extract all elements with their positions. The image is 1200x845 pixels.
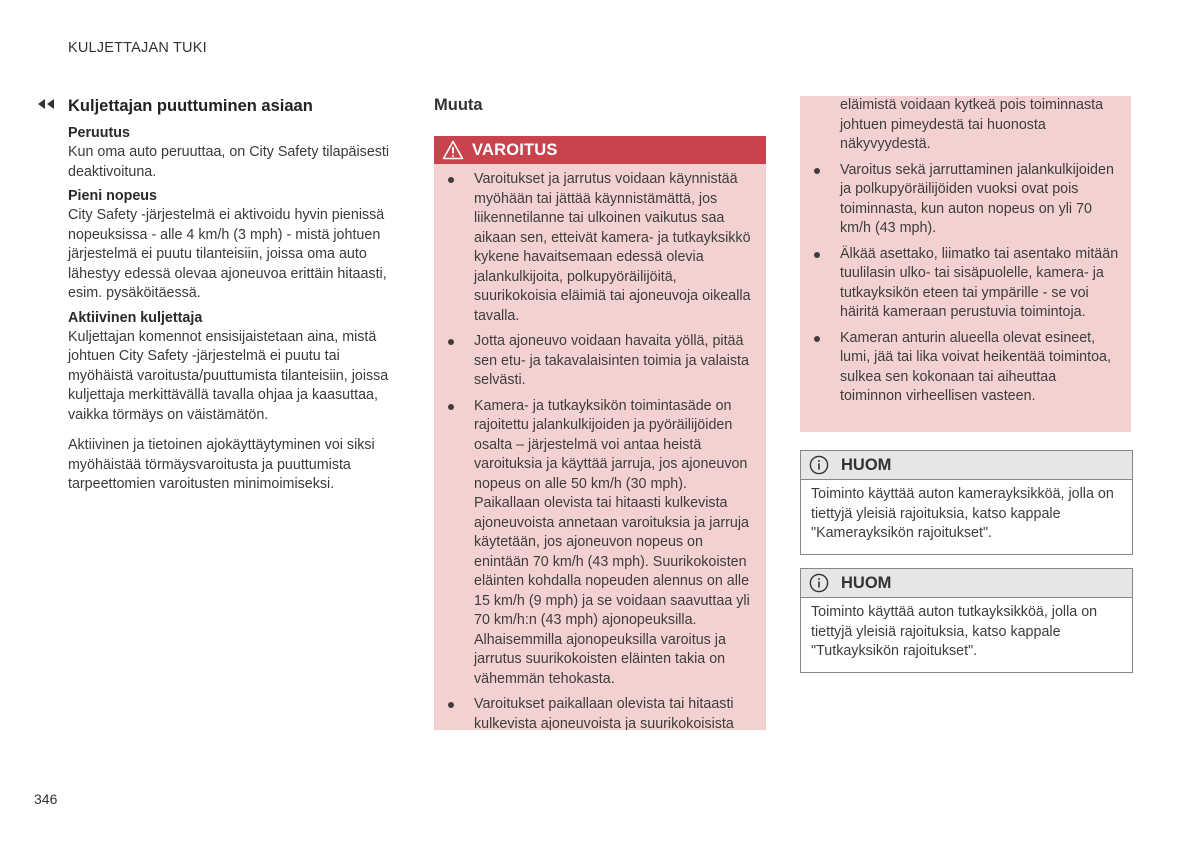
page-number: 346 (34, 791, 58, 807)
left-column (68, 96, 398, 495)
warning-header (434, 136, 766, 164)
note-box-radar (800, 568, 1133, 673)
subheading-pieni-nopeus: Pieni nopeus (68, 188, 157, 204)
paragraph-pieni-nopeus: City Safety -järjestelmä ei aktivoidu hyvin pienissä nopeuksissa - alle 4 km/h (3 mph) - mistä johtuen järjestelmä ei puutu tilanteisiin, joissa oma auto lähestyy edessä olevaa ajoneuvoa erittäin hitaasti, esim. pysäköitäessä. (68, 207, 387, 301)
info-icon (809, 455, 829, 475)
warning-triangle-icon (442, 140, 464, 160)
note-text: Toiminto käyttää auton tutkayksikköä, jolla on tiettyjä yleisiä rajoituksia, katso kappale "Tutkayksikön rajoitukset". (811, 604, 1098, 659)
paragraph-peruutus: Kun oma auto peruuttaa, on City Safety tilapäisesti deaktivoituna. (68, 144, 390, 180)
list-item: Varoitus sekä jarruttaminen jalankulkijoiden ja polkupyöräilijöiden vuoksi ovat pois toiminnasta, kun auton nopeus on yli 70 km/h (43 mph). (800, 161, 1119, 239)
paragraph-closing: Aktiivinen ja tietoinen ajokäyttäytyminen voi siksi myöhäistää törmäysvaroitusta ja puuttumista tarpeettomien varoitusten minimoimiseksi. (68, 437, 375, 492)
subheading-aktiivinen-kuljettaja: Aktiivinen kuljettaja (68, 309, 203, 326)
note-label: HUOM (841, 573, 892, 592)
list-item: Varoitukset ja jarrutus voidaan käynnistää myöhään tai jättää käynnistämättä, jos liikennetilanne tai ulkoinen vaikutus saa aikaan sen, etteivät kamera- ja tutkayksikkö kykene havaitsemaan edessä olevia jalankulkijoita, polkupyöräilijöitä, suurikokoisia eläimiä tai ajoneuvoja oikealla tavalla. (434, 170, 752, 326)
note-header (801, 451, 1132, 480)
info-icon (809, 573, 829, 593)
subheading-peruutus: Peruutus (68, 125, 130, 141)
note-text: Toiminto käyttää auton kamerayksikköä, jolla on tiettyjä yleisiä rajoituksia, katso kappale "Kamerayksikön rajoitukset". (811, 486, 1114, 541)
note-header (801, 569, 1132, 598)
section-title-muuta: Muuta (434, 96, 483, 114)
list-item: Älkää asettako, liimatko tai asentako mitään tuulilasin ulko- tai sisäpuolelle, kamera- ja tutkayksikön eteen tai ympärille - se voi häiritä kameraan perustuvia toimintoja. (800, 245, 1119, 323)
running-header: KULJETTAJAN TUKI (68, 40, 207, 56)
list-item: Kamera- ja tutkayksikön toimintasäde on rajoitettu jalankulkijoiden ja pyöräilijöiden osalta – järjestelmä voi antaa heistä varoituksia ja käyttää jarruja, jos ajoneuvon nopeus on alle 50 km/h (30 mph). Paikallaan olevista tai hitaasti kulkevista ajoneuvoista annetaan varoituksia ja jarruja käytetään, jos ajoneuvon nopeus on enintään 70 km/h (43 mph). Suurikokoisten eläinten kohdalla nopeuden alennus on alle 15 km/h (9 mph) ja se voidaan saavuttaa yli 70 km/h:n (43 mph) ajonopeuksilla. Alhaisemmilla ajonopeuksilla varoitus ja jarrutus suurikokoisten eläinten takia on vähemmän tehokasta. (434, 397, 752, 690)
warning-list-continued (800, 161, 1131, 407)
paragraph-aktiivinen-kuljettaja: Kuljettajan komennot ensisijaistetaan aina, mistä johtuen City Safety -järjestelmä ei puutu tai myöhäistä varoitusta/puuttumista tilanteisiin, joissa kuljettaja merkittävällä tavalla ohjaa ja kaasuttaa, vaikka törmäys on väistämätön. (68, 328, 389, 423)
list-item: Varoitukset paikallaan olevista tai hitaasti kulkevista ajoneuvoista ja suurikokoisista (434, 695, 752, 730)
section-title: Kuljettajan puuttuminen asiaan (68, 97, 313, 115)
warning-label: VAROITUS (472, 140, 558, 159)
note-box-camera (800, 450, 1133, 555)
note-label: HUOM (841, 455, 892, 474)
warning-box-continued (800, 96, 1131, 432)
warning-continued-text: eläimistä voidaan kytkeä pois toiminnasta johtuen pimeydestä tai huonosta näkyvyydestä. (840, 97, 1104, 152)
back-arrows-icon[interactable] (36, 97, 58, 111)
list-item: Jotta ajoneuvo voidaan havaita yöllä, pitää sen etu- ja takavalaisinten toimia ja valaista selvästi. (434, 332, 752, 391)
list-item: Kameran anturin alueella olevat esineet, lumi, jää tai lika voivat heikentää toimintoa, sulkea sen kokonaan tai aiheuttaa toiminnon virheellisen vasteen. (800, 329, 1119, 407)
warning-box (434, 136, 766, 730)
warning-list (434, 164, 766, 730)
